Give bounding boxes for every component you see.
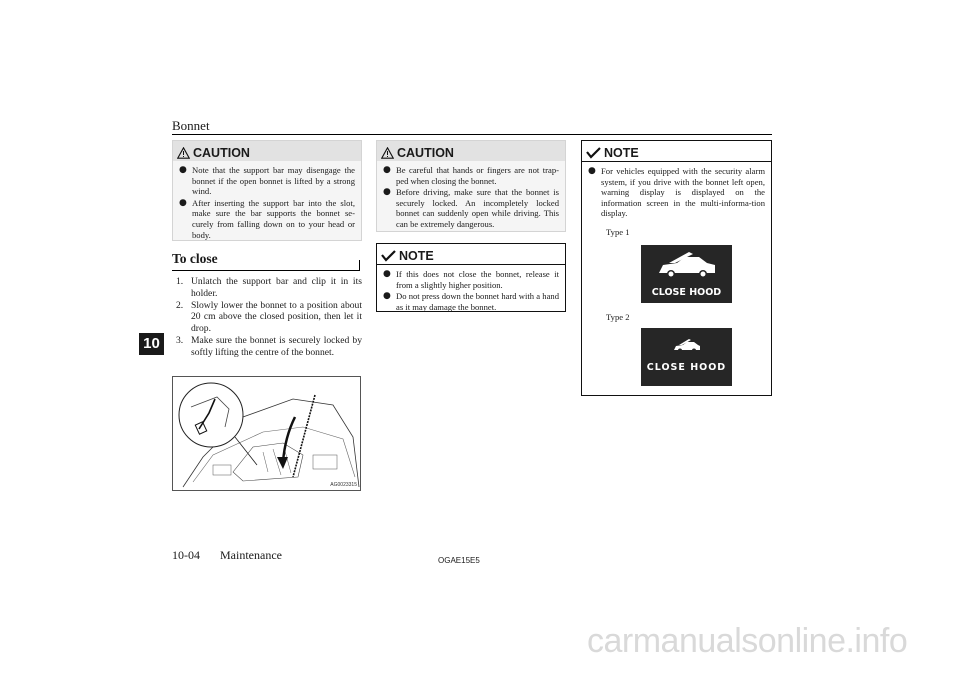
note-heading-text: NOTE: [399, 248, 434, 263]
list-item: ● For vehicles equipped with the security alarm system, if you drive with the bonnet left open, warning display is displayed on the information screen in the multi-informa-tion display.: [588, 166, 765, 219]
step-item: 1. Unlatch the support bar and clip it in its holder.: [176, 276, 362, 299]
car-hood-open-icon: [655, 251, 719, 281]
bullet-icon: ●: [383, 269, 391, 279]
figure-code: AG0023315: [330, 482, 357, 488]
header-rule: [172, 134, 772, 135]
bullet-icon: ●: [179, 197, 187, 208]
caution-list: [173, 161, 361, 245]
caution-box-left: [172, 140, 362, 241]
bullet-icon: ●: [588, 166, 596, 176]
close-hood-text: CLOSE HOOD: [646, 362, 727, 373]
note-list: [582, 162, 771, 224]
engine-bay-drawing: [173, 377, 360, 490]
note-heading-text: NOTE: [604, 145, 639, 160]
bonnet-illustration: [172, 376, 361, 491]
section-title: To close: [172, 251, 218, 266]
document-code: OGAE15E5: [438, 556, 480, 565]
close-hood-display-type1: [641, 245, 732, 303]
caution-list: [377, 161, 565, 235]
note-heading: [377, 244, 565, 265]
bullet-icon: ●: [383, 165, 391, 175]
note-check-icon: [586, 147, 601, 159]
section-rule-tick: [359, 260, 360, 271]
list-item: ● Before driving, make sure that the bonnet is securely locked. An incompletely locked bonnet can suddenly open while driving. This can be extremely dangerous.: [383, 187, 559, 229]
list-item: ● If this does not close the bonnet, release it from a slightly higher position.: [383, 269, 559, 290]
caution-heading-text: CAUTION: [193, 145, 250, 160]
caution-heading: [173, 141, 361, 161]
close-hood-text: CLOSE HOOD: [651, 287, 722, 298]
caution-box-middle: [376, 140, 566, 232]
watermark: carmanualsonline.info: [587, 622, 908, 660]
bullet-icon: ●: [383, 187, 391, 198]
list-item: ● Be careful that hands or fingers are not trap-ped when closing the bonnet.: [383, 165, 559, 186]
note-heading: [582, 141, 771, 162]
footer-page-section: [172, 548, 282, 563]
car-hood-open-icon: [672, 338, 702, 354]
running-header: Bonnet: [172, 118, 210, 133]
steps-list: [176, 276, 362, 359]
bullet-icon: ●: [383, 291, 391, 302]
type1-label: Type 1: [606, 227, 630, 237]
step-item: 3. Make sure the bonnet is securely locked by softly lifting the centre of the bonnet.: [176, 334, 362, 358]
note-box-right: [581, 140, 772, 396]
type2-label: Type 2: [606, 312, 630, 322]
note-check-icon: [381, 250, 396, 262]
list-item: ● After inserting the support bar into the slot, make sure the bar supports the bonnet se-curely from falling down on to your head or body.: [179, 197, 355, 240]
section-name: Maintenance: [220, 548, 282, 562]
warning-triangle-icon: [177, 147, 190, 159]
page-number: 10-04: [172, 548, 200, 562]
note-box-middle: [376, 243, 566, 312]
step-item: 2. Slowly lower the bonnet to a position about 20 cm above the closed position, then let it drop.: [176, 299, 362, 335]
close-hood-display-type2: [641, 328, 732, 386]
caution-heading: [377, 141, 565, 161]
bullet-icon: ●: [179, 165, 187, 175]
caution-heading-text: CAUTION: [397, 145, 454, 160]
note-list: [377, 265, 565, 317]
section-rule: [172, 270, 360, 271]
list-item: ● Note that the support bar may disengage the bonnet if the open bonnet is lifted by a strong wind.: [179, 165, 355, 197]
warning-triangle-icon: [381, 147, 394, 159]
chapter-tab: 10: [139, 333, 164, 355]
list-item: ● Do not press down the bonnet hard with a hand as it may damage the bonnet.: [383, 291, 559, 312]
